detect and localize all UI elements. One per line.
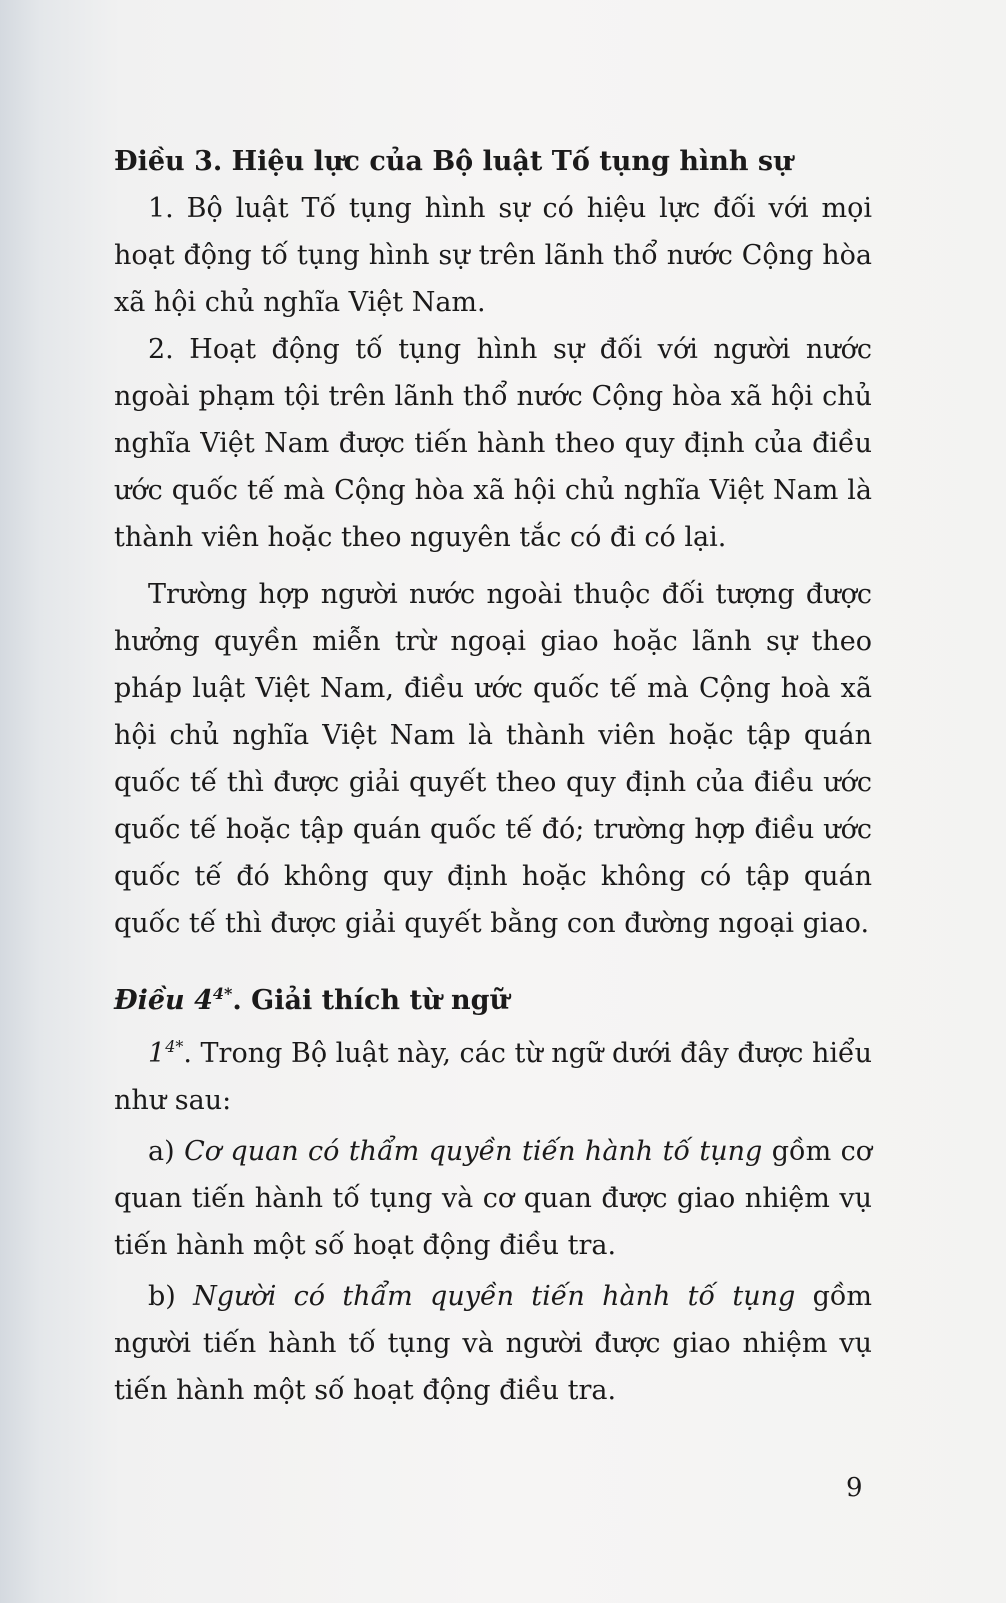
article-4-clause-1-footnote: 4*	[165, 1037, 184, 1056]
point-b-text: gồm người tiến hành tố tụng và người được giao nhiệm vụ tiến hành một số hoạt động điều tra.	[114, 1281, 872, 1406]
article-3-heading: Điều 3. Hiệu lực của Bộ luật Tố tụng hình sự	[114, 146, 793, 177]
article-3-clause-2-paragraph-2: Trường hợp người nước ngoài thuộc đối tượng được hưởng quyền miễn trừ ngoại giao hoặc lãnh sự theo pháp luật Việt Nam, điều ước quốc tế mà Cộng hoà xã hội chủ nghĩa Việt Nam là thành viên hoặc tập quán quốc tế thì được giải quyết theo quy định của điều ước quốc tế hoặc tập quán quốc tế đó; trường hợp điều ước quốc tế đó không quy định hoặc không có tập quán quốc tế thì được giải quyết bằng con đường ngoại giao.	[114, 579, 872, 939]
article-4-point-a	[114, 1128, 872, 1269]
point-a-label: a)	[148, 1136, 185, 1167]
article-4-heading	[114, 977, 872, 1024]
point-b-label: b)	[148, 1281, 194, 1312]
article-4-point-b	[114, 1273, 872, 1414]
article-4-clause-1	[114, 1030, 872, 1124]
article-4-heading-title: . Giải thích từ ngữ	[232, 985, 510, 1016]
point-a-term: Cơ quan có thẩm quyền tiến hành tố tụng	[184, 1136, 763, 1167]
point-b-term: Người có thẩm quyền tiến hành tố tụng	[193, 1281, 796, 1312]
page-content	[114, 138, 872, 1414]
point-a-text: gồm cơ quan tiến hành tố tụng và cơ quan được giao nhiệm vụ tiến hành một số hoạt động điều tra.	[114, 1136, 872, 1261]
article-3-clause-2: 2. Hoạt động tố tụng hình sự đối với người nước ngoài phạm tội trên lãnh thổ nước Cộng hòa xã hội chủ nghĩa Việt Nam được tiến hành theo quy định của điều ước quốc tế mà Cộng hòa xã hội chủ nghĩa Việt Nam là thành viên hoặc theo nguyên tắc có đi có lại.	[114, 334, 872, 553]
article-3-clause-1: 1. Bộ luật Tố tụng hình sự có hiệu lực đối với mọi hoạt động tố tụng hình sự trên lãnh thổ nước Cộng hòa xã hội chủ nghĩa Việt Nam.	[114, 193, 872, 318]
article-4-heading-prefix: Điều 4	[114, 985, 213, 1016]
page-number: 9	[846, 1473, 863, 1503]
article-4-clause-1-number: 1	[148, 1038, 166, 1069]
article-4-clause-1-text: . Trong Bộ luật này, các từ ngữ dưới đây được hiểu như sau:	[114, 1038, 872, 1116]
article-4-heading-footnote: 4*	[212, 984, 233, 1003]
